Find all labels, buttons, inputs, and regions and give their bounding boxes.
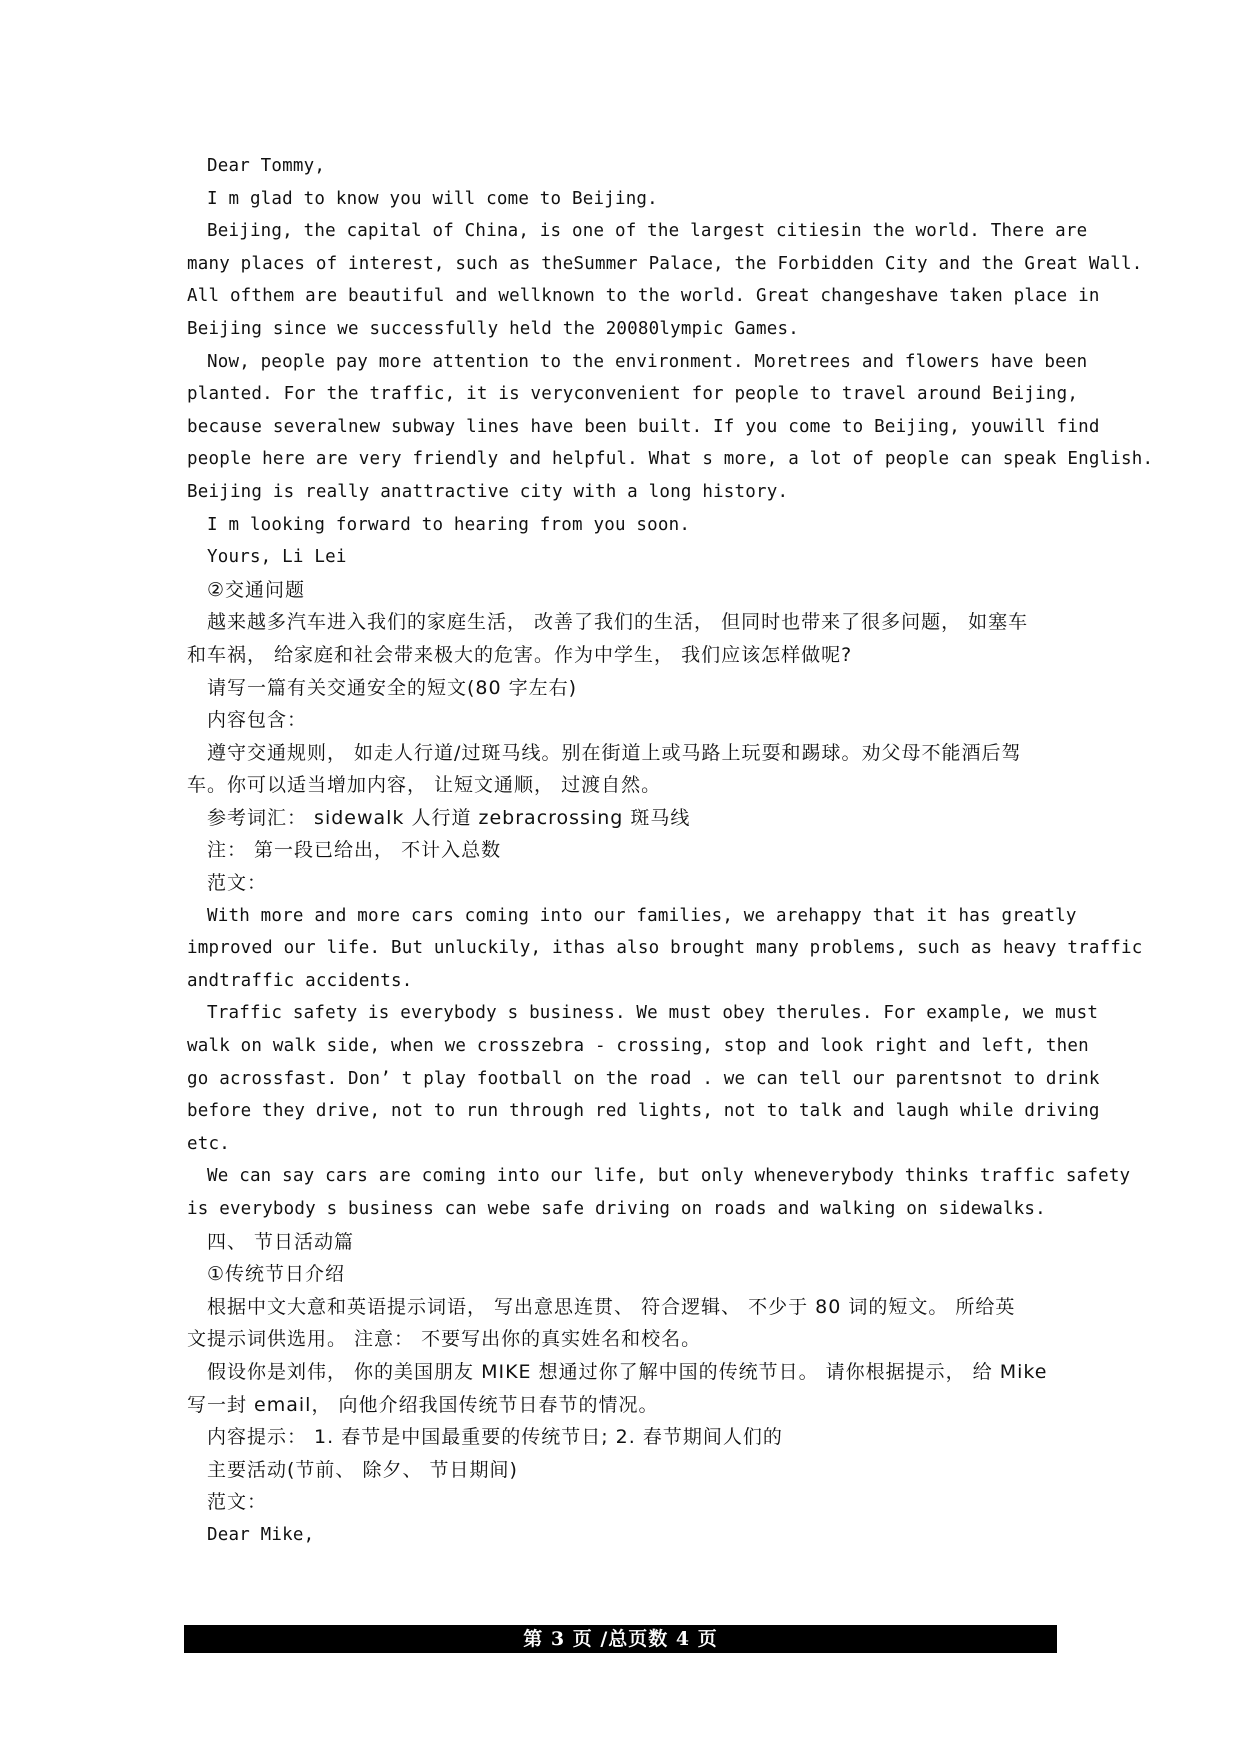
text-line: 遵守交通规则， 如走人行道/过斑马线。别在街道上或马路上玩耍和踢球。劝父母不能酒后驾 <box>207 741 1022 764</box>
text-line: Now, people pay more attention to the environment. Moretrees and flowers have been <box>207 351 1088 372</box>
text-line: 写一封 email， 向他介绍我国传统节日春节的情况。 <box>187 1393 659 1416</box>
page-footer: 第 3 页 /总页数 4 页 <box>184 1625 1057 1653</box>
text-line: is everybody s business can webe safe driving on roads and walking on sidewalks. <box>187 1199 1046 1219</box>
text-line: 内容提示： 1. 春节是中国最重要的传统节日; 2. 春节期间人们的 <box>207 1426 783 1449</box>
text-line: improved our life. But unluckily, ithas also brought many problems, such as heavy traffic <box>187 938 1143 959</box>
text-line: ②交通问题 <box>207 578 306 601</box>
text-line: 和车祸， 给家庭和社会带来极大的危害。作为中学生， 我们应该怎样做呢? <box>187 643 853 666</box>
text-line: planted. For the traffic, it is veryconvenient for people to travel around Beijing, <box>187 384 1079 405</box>
text-line: Dear Tommy, <box>207 156 326 176</box>
text-line: go acrossfast. Don’ t play football on the road . we can tell our parentsnot to drink <box>187 1068 1100 1089</box>
text-line: 越来越多汽车进入我们的家庭生活， 改善了我们的生活， 但同时也带来了很多问题， 如塞车 <box>207 611 1029 634</box>
text-line: 注： 第一段已给出， 不计入总数 <box>207 839 502 862</box>
text-line: people here are very friendly and helpful. What s more, a lot of people can speak English. <box>187 449 1154 470</box>
text-line: I m glad to know you will come to Beijing. <box>207 188 658 209</box>
text-line: 内容包含： <box>207 709 308 732</box>
text-line: Dear Mike, <box>207 1524 315 1545</box>
text-line: andtraffic accidents. <box>187 970 413 991</box>
text-line: 请写一篇有关交通安全的短文(80 字左右) <box>207 676 578 699</box>
text-line: We can say cars are coming into our life, but only wheneverybody thinks traffic safety <box>207 1166 1131 1187</box>
text-line: Beijing since we successfully held the 20080lympic Games. <box>187 318 799 339</box>
text-line: 车。你可以适当增加内容， 让短文通顺， 过渡自然。 <box>187 774 662 797</box>
text-line: Beijing is really anattractive city with a long history. <box>187 481 789 502</box>
text-line: All ofthem are beautiful and wellknown to the world. Great changeshave taken place in <box>187 286 1100 307</box>
text-line: 文提示词供选用。 注意： 不要写出你的真实姓名和校名。 <box>187 1328 702 1351</box>
text-line: Traffic safety is everybody s business. We must obey therules. For example, we must <box>207 1003 1099 1024</box>
text-line: 根据中文大意和英语提示词语， 写出意思连贯、 符合逻辑、 不少于 80 词的短文。 所给英 <box>207 1295 1016 1318</box>
text-line: Beijing, the capital of China, is one of the largest citiesin the world. There are <box>207 221 1088 242</box>
text-line: 假设你是刘伟， 你的美国朋友 MIKE 想通过你了解中国的传统节日。 请你根据提示， 给 Mike <box>207 1360 1048 1383</box>
text-line: etc. <box>187 1133 230 1154</box>
text-line: ①传统节日介绍 <box>207 1263 346 1286</box>
document-body <box>187 150 1154 1552</box>
text-line: 主要活动(节前、 除夕、 节日期间) <box>207 1458 518 1481</box>
text-line: 四、 节日活动篇 <box>207 1230 355 1253</box>
text-line: many places of interest, such as theSummer Palace, the Forbidden City and the Great Wall. <box>187 253 1143 274</box>
text-line: Yours, Li Lei <box>207 547 347 568</box>
text-line: With more and more cars coming into our families, we arehappy that it has greatly <box>207 905 1077 926</box>
text-line: 范文： <box>207 872 268 895</box>
text-line: because severalnew subway lines have been built. If you come to Beijing, youwill find <box>187 416 1100 437</box>
text-line: before they drive, not to run through red lights, not to talk and laugh while driving <box>187 1101 1100 1122</box>
text-line: 范文： <box>207 1491 268 1514</box>
text-line: walk on walk side, when we crosszebra - crossing, stop and look right and left, then <box>187 1036 1089 1057</box>
text-line: 参考词汇： sidewalk 人行道 zebracrossing 斑马线 <box>207 806 691 829</box>
text-line: I m looking forward to hearing from you soon. <box>207 514 691 535</box>
